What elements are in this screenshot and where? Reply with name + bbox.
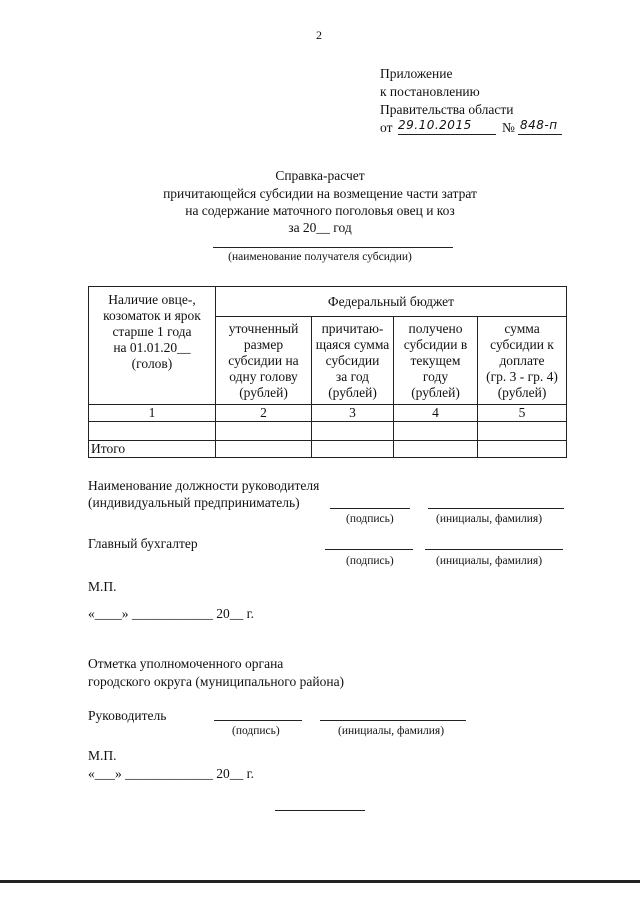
table-row [89,422,567,441]
name-caption: (инициалы, фамилия) [436,513,543,525]
subsidy-table [88,286,567,458]
appendix-num-label: № [502,120,515,135]
name-caption: (инициалы, фамилия) [338,725,445,737]
table-cell[interactable] [216,441,312,458]
header-annual-amount [312,317,394,405]
table-cell[interactable] [216,422,312,441]
authority-line1: Отметка уполномоченного органа [88,656,284,671]
header-text: (голов) [131,355,173,371]
header-text: причитаю- [321,320,384,336]
header-text: субсидии к [490,336,554,352]
total-label: Итого [89,441,216,458]
table-cell[interactable] [394,441,478,458]
name-caption: (инициалы, фамилия) [436,555,543,567]
column-number: 2 [216,405,312,422]
page-number: 2 [316,28,322,42]
header-text: доплате [499,352,545,368]
appendix-line2: к постановлению [380,84,480,99]
header-text: одну голову [229,368,298,384]
title-line3: на содержание маточного поголовья овец и коз [185,203,455,218]
authority-line2: городского округа (муниципального района) [88,674,345,689]
stamp-place: М.П. [88,579,117,594]
column-number: 4 [394,405,478,422]
signature-caption: (подпись) [232,725,280,737]
recipient-caption: (наименование получателя субсидии) [228,251,412,263]
accountant-signature-line[interactable] [325,549,413,550]
authority-stamp-place: М.П. [88,748,117,763]
header-livestock-count [89,287,216,405]
header-text: старше 1 года [112,323,192,339]
header-text: (рублей) [411,384,460,400]
signature-caption: (подпись) [346,513,394,525]
title-line1: Справка-расчет [275,168,365,183]
header-federal-budget: Федеральный бюджет [216,287,567,317]
authority-date-line: «___» _____________ 20__ г. [88,766,255,781]
head-signature-line[interactable] [330,508,410,509]
header-text: (рублей) [497,384,547,400]
total-row [89,441,567,458]
appendix-number: 848-п [520,118,558,132]
header-received [394,317,478,405]
table-cell[interactable] [312,441,394,458]
chief-accountant-label: Главный бухгалтер [88,536,198,551]
header-text: за год [335,368,370,384]
table-cell[interactable] [478,422,567,441]
table-cell[interactable] [89,422,216,441]
appendix-date: 29.10.2015 [398,118,472,132]
table-cell[interactable] [394,422,478,441]
header-text: щаяся сумма [315,336,390,352]
number-underline [518,134,562,135]
header-text: размер [243,336,284,352]
entrepreneur-label: (индивидуальный предприниматель) [88,495,300,510]
end-divider [275,810,365,811]
head-position-label: Наименование должности руководителя [88,478,320,493]
column-numbers-row [89,405,567,422]
appendix-line3: Правительства области [380,102,514,117]
header-text: субсидии в [403,336,468,352]
authority-head-label: Руководитель [88,708,167,723]
appendix-from-label: от [380,120,393,135]
column-number: 3 [312,405,394,422]
header-text: субсидии [325,352,380,368]
header-text: сумма [504,320,540,336]
title-line4: за 20__ год [288,220,352,235]
header-text: уточненный [228,320,299,336]
appendix-line1: Приложение [380,66,453,81]
recipient-line [213,247,453,248]
header-text: (рублей) [328,384,377,400]
scan-edge-bar [0,880,640,883]
signature-caption: (подпись) [346,555,394,567]
header-text: году [422,368,449,384]
table-cell[interactable] [478,441,567,458]
header-text: (гр. 3 - гр. 4) [486,368,558,384]
date-line: «____» ____________ 20__ г. [88,606,255,621]
authority-name-line[interactable] [320,720,466,721]
header-text: текущем [410,352,461,368]
table-cell[interactable] [312,422,394,441]
header-to-pay [478,317,567,405]
header-rate-per-head [216,317,312,405]
column-number: 5 [478,405,567,422]
header-text: козоматок и ярок [103,307,201,323]
title-line2: причитающейся субсидии на возмещение части затрат [163,186,477,201]
column-number: 1 [89,405,216,422]
header-text: получено [408,320,463,336]
head-name-line[interactable] [428,508,564,509]
date-underline [398,134,496,135]
header-text: субсидии на [228,352,299,368]
authority-signature-line[interactable] [214,720,302,721]
header-text: Наличие овце-, [108,291,196,307]
header-text: на 01.01.20__ [113,339,191,355]
accountant-name-line[interactable] [425,549,563,550]
header-text: (рублей) [239,384,288,400]
